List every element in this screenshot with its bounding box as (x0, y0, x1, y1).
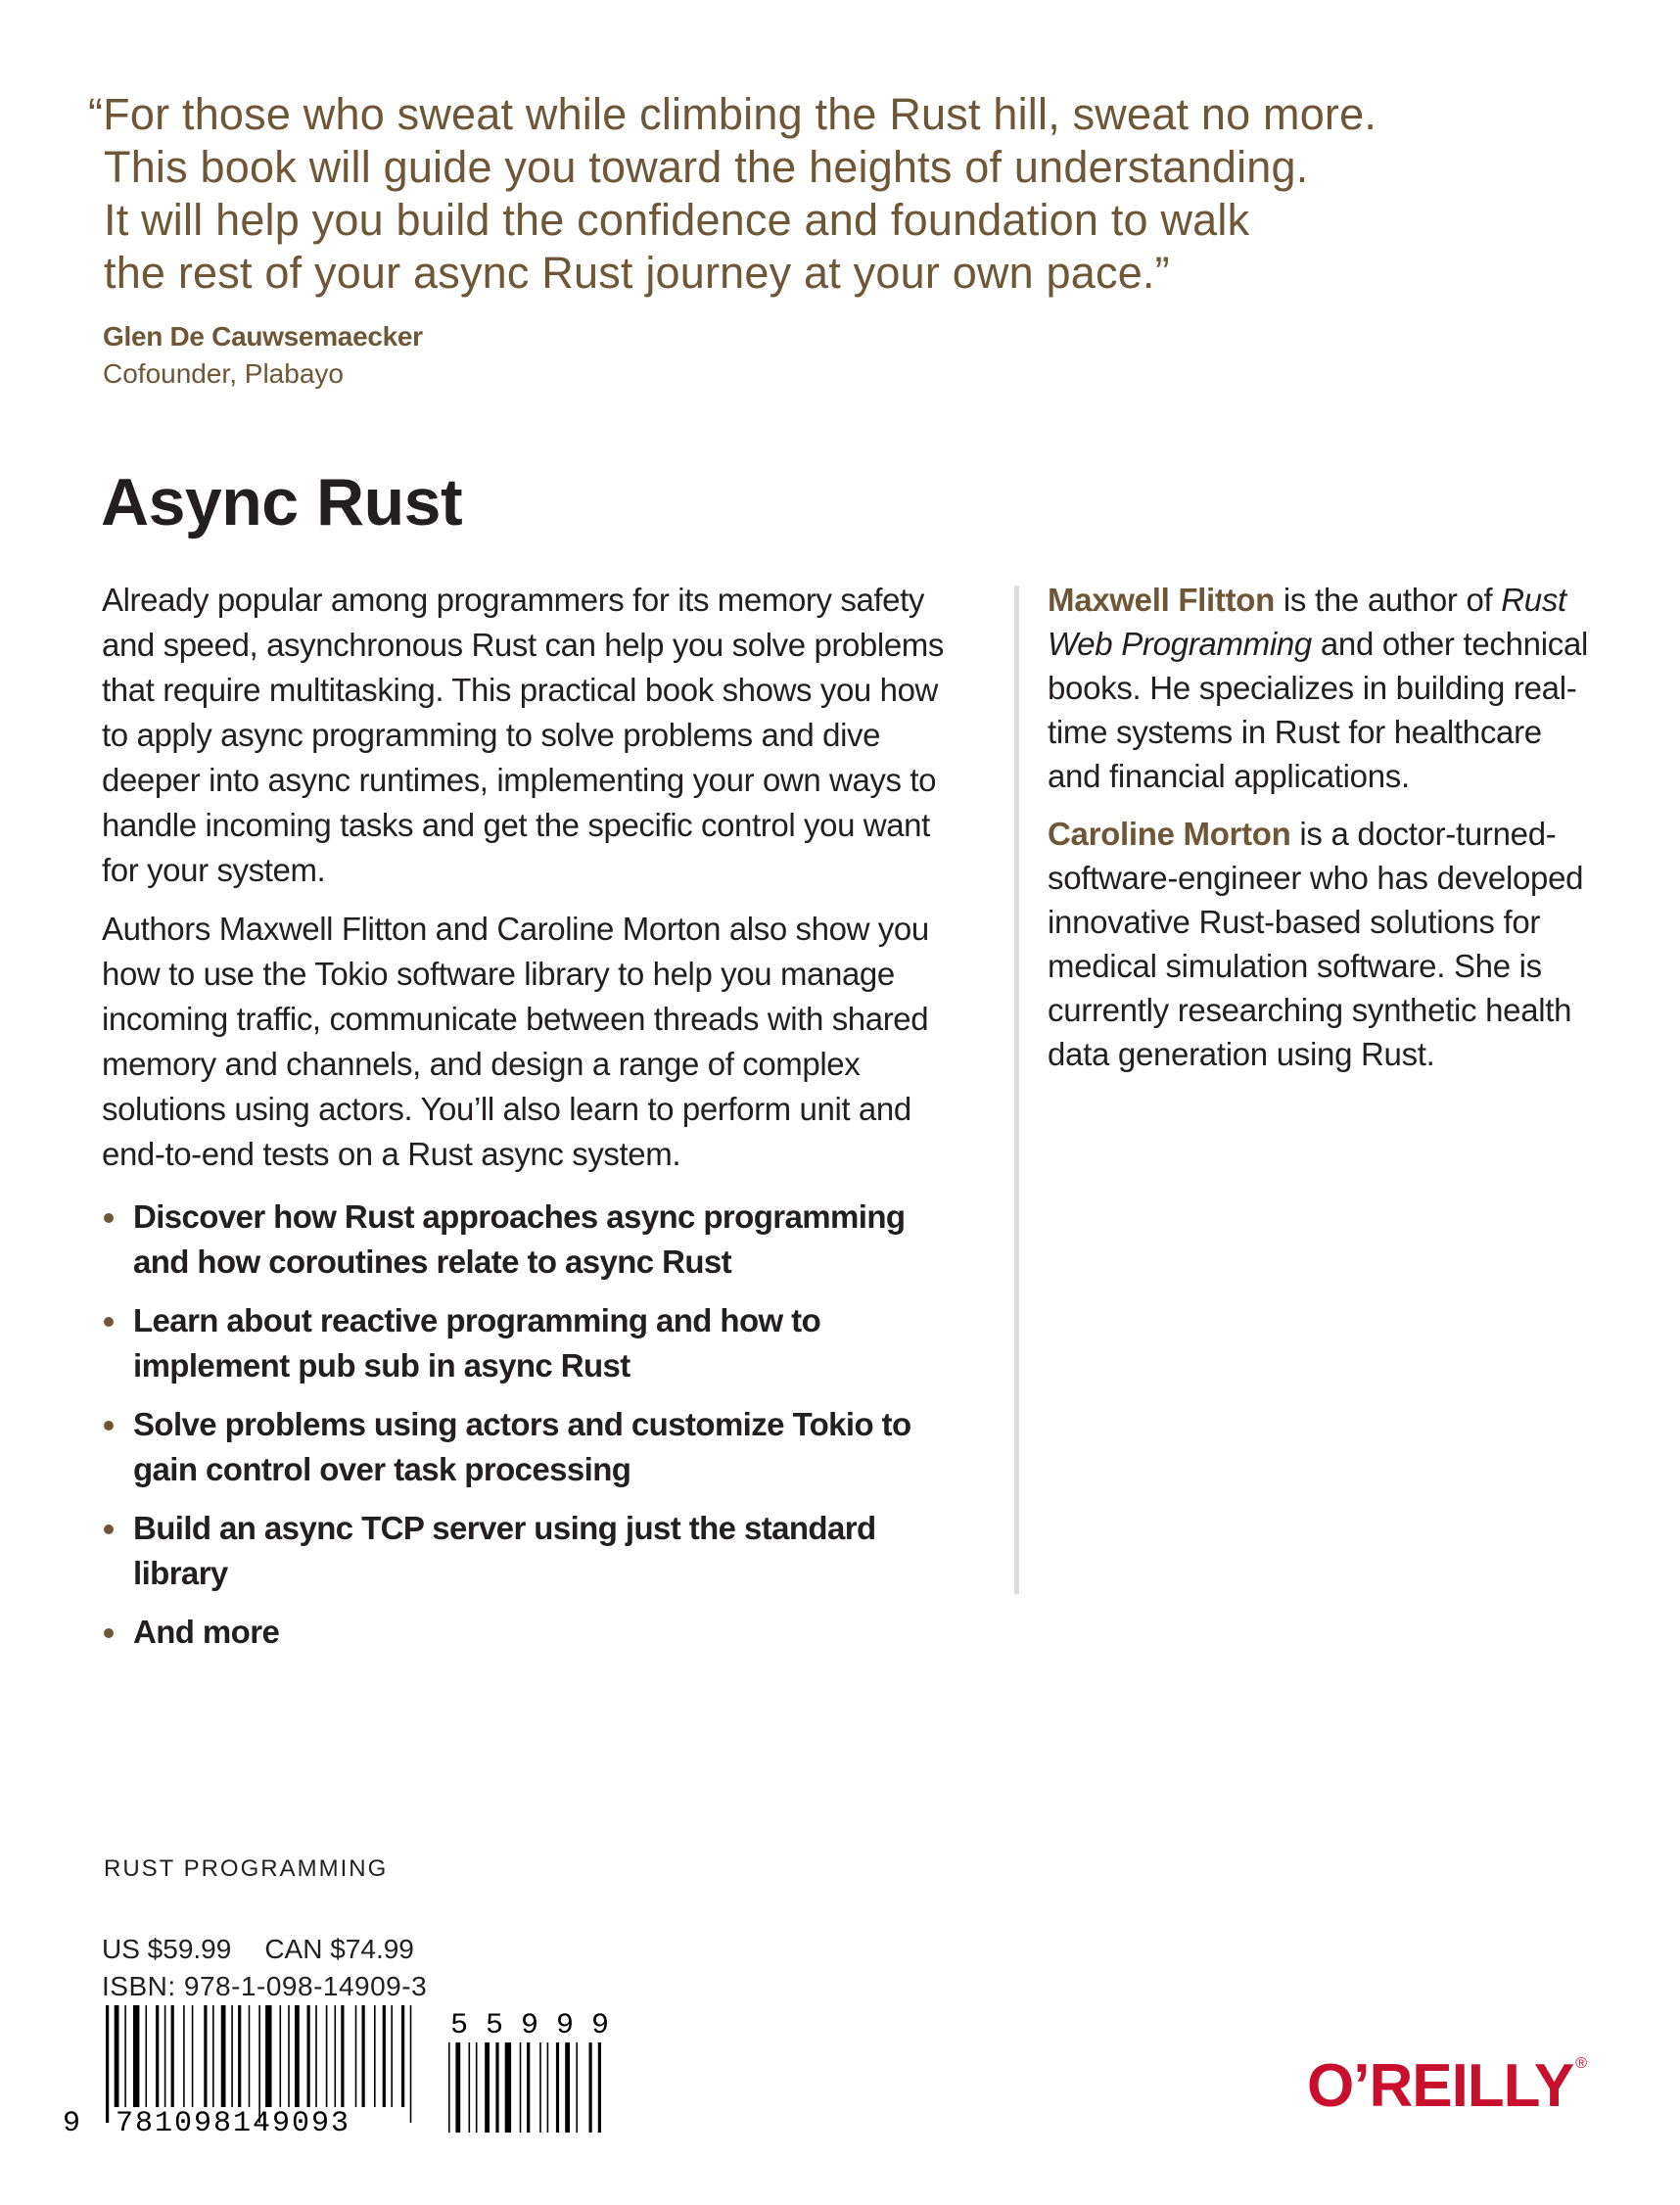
bullet-icon (104, 1421, 114, 1431)
barcode-bar (106, 2005, 109, 2123)
book-category: RUST PROGRAMMING (104, 1855, 389, 1882)
list-item (102, 1506, 963, 1596)
barcode-bar (265, 2005, 271, 2107)
barcode-bar (115, 2005, 119, 2107)
barcode-bar (146, 2005, 148, 2107)
barcode-bar (401, 2005, 404, 2107)
barcode-bar (288, 2005, 290, 2107)
barcode-bar (362, 2005, 365, 2107)
barcode-bar (374, 2005, 376, 2107)
barcode-bar (476, 2042, 478, 2133)
bullet-icon (104, 1628, 114, 1638)
quote-line: the rest of your async Rust journey at your own pace.” (104, 248, 1170, 298)
barcode-bar (469, 2042, 471, 2133)
barcode-bar (212, 2005, 214, 2107)
bullet-text: Learn about reactive programming and how to implement pub sub in async Rust (133, 1302, 821, 1384)
barcode-bar (448, 2042, 450, 2133)
barcode-bar (341, 2005, 344, 2107)
bio-text: and other technical books. He specializes in building real-time systems in Rust for healthcare and financial applications. (1048, 626, 1589, 794)
barcode-digits: 781098149093 (116, 2107, 351, 2133)
barcode-bar (326, 2005, 328, 2107)
barcode-bar (589, 2042, 592, 2133)
barcode-bar (171, 2005, 174, 2107)
barcode-bar (547, 2042, 549, 2133)
quote-author-role: Cofounder, Plabayo (103, 358, 344, 389)
barcode-bar (391, 2005, 393, 2107)
book-description (102, 578, 963, 1191)
barcode-bar (164, 2005, 166, 2107)
barcode-bar (280, 2005, 282, 2107)
book-reference: Rust Web Programming (1048, 582, 1566, 662)
barcode-bar (295, 2005, 300, 2107)
barcode-bar (307, 2005, 310, 2107)
author-name: Caroline Morton (1048, 816, 1291, 852)
barcode-bar (124, 2005, 126, 2107)
author-name: Maxwell Flitton (1048, 582, 1276, 618)
barcode-bar (485, 2042, 490, 2133)
barcode-digits: 5 5 9 9 9 (450, 2009, 610, 2042)
price-us: US $59.99 (102, 1934, 232, 1964)
barcode-bar (410, 2005, 412, 2123)
barcode-bar (204, 2005, 207, 2107)
price-info (102, 1934, 414, 1965)
barcode-bar (221, 2005, 226, 2107)
author-bio-maxwell (1048, 578, 1596, 798)
bullet-icon (104, 1525, 114, 1534)
quote-author: Glen De Cauwsemaecker (103, 321, 423, 352)
description-paragraph: Already popular among programmers for its memory safety and speed, asynchronous Rust can help you solve problems that require multitasking. This practical book shows you how to apply async programming to solve problems and dive deeper into async runtimes, implementing your own ways to handle incoming tasks and get the specific control you want for your system. (102, 582, 944, 888)
bio-text: is the author of (1275, 582, 1502, 618)
endorsement-quote (88, 88, 1459, 300)
barcode-bar (495, 2042, 498, 2133)
bullet-text: And more (133, 1614, 280, 1650)
quote-line: This book will guide you toward the heights of understanding. (104, 142, 1309, 192)
bullet-text: Solve problems using actors and customize Tokio to gain control over task processing (133, 1406, 911, 1487)
barcode-bar (355, 2005, 357, 2107)
author-bio-caroline (1048, 812, 1596, 1076)
barcode-bar (565, 2042, 570, 2133)
bullet-icon (104, 1213, 114, 1223)
list-item (102, 1402, 963, 1492)
barcode-bar (598, 2042, 601, 2133)
isbn: ISBN: 978-1-098-14909-3 (102, 1971, 428, 2001)
barcode-bar (505, 2042, 511, 2133)
barcode-bar (576, 2042, 578, 2133)
bullet-icon (104, 1317, 114, 1327)
bullet-text: Build an async TCP server using just the standard library (133, 1510, 876, 1591)
barcode-bar (527, 2042, 530, 2133)
publisher-name: O’REILLY (1307, 2052, 1574, 2120)
barcode-bar (539, 2042, 541, 2133)
column-divider (1014, 586, 1019, 1594)
barcode-bar (520, 2042, 522, 2133)
list-item (102, 1610, 963, 1655)
list-item (102, 1195, 963, 1285)
barcode-bar (231, 2005, 233, 2107)
price-can: CAN $74.99 (264, 1934, 414, 1964)
barcode-bar (238, 2005, 241, 2107)
description-paragraph: Authors Maxwell Flitton and Caroline Morton also show you how to use the Tokio software library to help you manage incoming traffic, communicate between threads with shared memory and channels, and design a range of complex solutions using actors. You’ll also learn to perform unit and end-to-end tests on a Rust async system. (102, 911, 929, 1172)
isbn-barcode (63, 2005, 621, 2133)
registered-mark: ® (1575, 2055, 1587, 2072)
barcode-graphic (63, 2005, 621, 2133)
bio-text: is a doctor-turned-software-engineer who has developed innovative Rust-based solutions for medical simulation software. She is currently researching synthetic health data generation using Rust. (1048, 816, 1584, 1072)
barcode-digits: 9 (63, 2107, 81, 2133)
barcode-bar (335, 2005, 337, 2107)
barcode-bar (258, 2005, 260, 2123)
quote-line: It will help you build the confidence and foundation to walk (104, 195, 1250, 245)
author-bios (1048, 578, 1596, 1090)
barcode-bar (455, 2042, 460, 2133)
barcode-bar (183, 2005, 185, 2107)
barcode-bar (383, 2005, 386, 2107)
publisher-logo (1307, 2051, 1586, 2121)
list-item (102, 1298, 963, 1388)
barcode-bar (192, 2005, 194, 2107)
bullet-text: Discover how Rust approaches async programming and how coroutines relate to async Rust (133, 1198, 906, 1280)
barcode-bar (315, 2005, 317, 2107)
barcode-bar (556, 2042, 559, 2133)
barcode-bar (133, 2005, 139, 2107)
barcode-bar (249, 2005, 251, 2107)
feature-list (102, 1195, 963, 1668)
barcode-bar (156, 2005, 159, 2107)
quote-line: “For those who sweat while climbing the Rust hill, sweat no more. (88, 89, 1377, 139)
book-title: Async Rust (101, 465, 463, 540)
